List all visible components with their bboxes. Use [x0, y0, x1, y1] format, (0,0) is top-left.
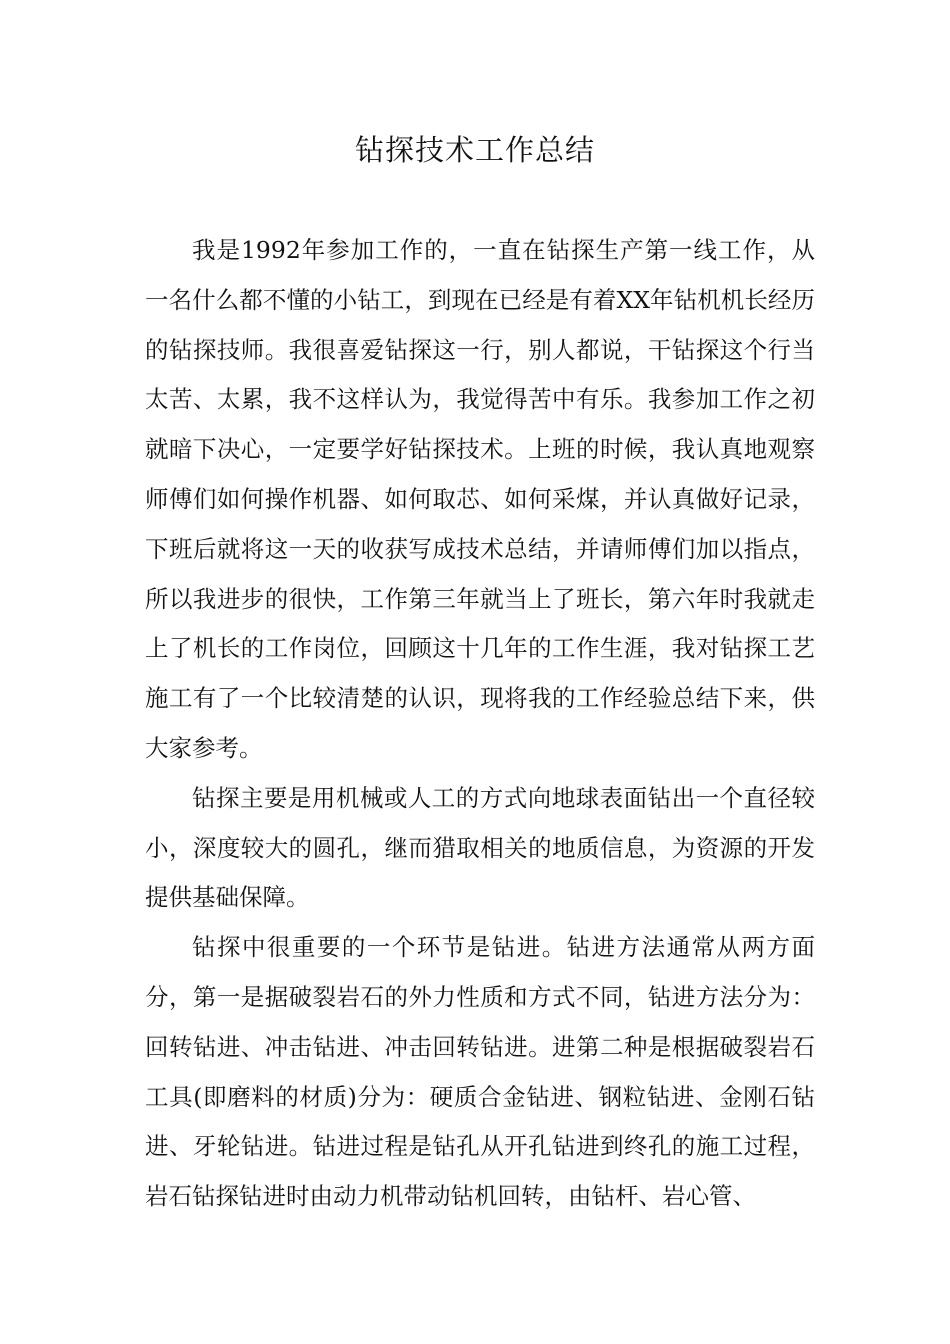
document-body	[145, 226, 815, 1222]
paragraph-3: 钻探中很重要的一个环节是钻进。钻进方法通常从两方面分，第一是据破裂岩石的外力性质和方式不同，钻进方法分为：回转钻进、冲击钻进、冲击回转钻进。进第二种是根据破裂岩石工具(即磨料的材质)分为：硬质合金钻进、钢粒钻进、金刚石钻进、牙轮钻进。钻进过程是钻孔从开孔钻进到终孔的施工过程，岩石钻探钻进时由动力机带动钻机回转，由钻杆、岩心管、	[145, 933, 815, 1211]
paragraph-2: 钻探主要是用机械或人工的方式向地球表面钻出一个直径较小，深度较大的圆孔，继而猎取相关的地质信息，为资源的开发提供基础保障。	[145, 783, 815, 912]
document-title: 钻探技术工作总结	[354, 133, 595, 167]
paragraph-1: 我是1992年参加工作的，一直在钻探生产第一线工作，从一名什么都不懂的小钻工，到现在已经是有着XX年钻机机长经历的钻探技师。我很喜爱钻探这一行，别人都说，干钻探这个行当太苦、太累，我不这样认为，我觉得苦中有乐。我参加工作之初就暗下决心，一定要学好钻探技术。上班的时候，我认真地观察师傅们如何操作机器、如何取芯、如何采煤，并认真做好记录，下班后就将这一天的收获写成技术总结，并请师傅们加以指点，所以我进步的很快，工作第三年就当上了班长，第六年时我就走上了机长的工作岗位，回顾这十几年的工作生涯，我对钻探工艺施工有了一个比较清楚的认识，现将我的工作经验总结下来，供大家参考。	[145, 236, 815, 762]
